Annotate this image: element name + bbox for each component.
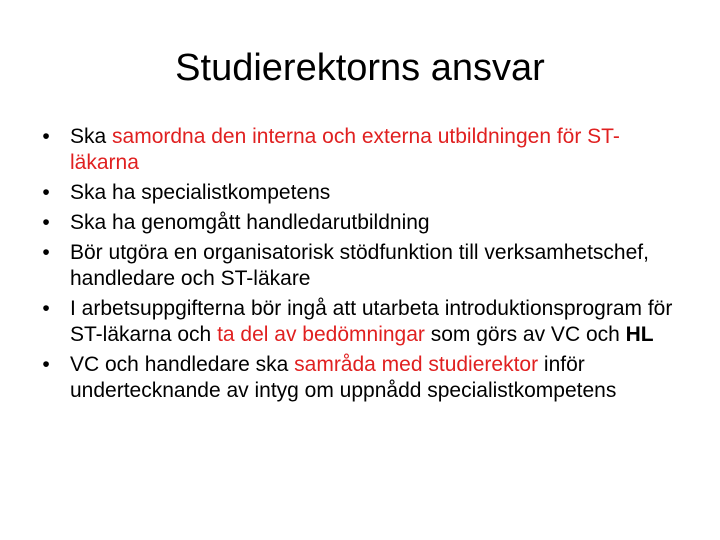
bullet-item xyxy=(36,180,686,206)
bullet-segment-highlight: samråda med studierektor xyxy=(294,353,539,376)
slide-title: Studierektorns ansvar xyxy=(175,47,545,89)
bullet-segment: inför undertecknande av intyg om uppnådd specialistkompetens xyxy=(70,353,617,402)
bullet-segment: som görs av VC och xyxy=(424,323,626,346)
bullet-segment: Ska xyxy=(70,125,113,148)
bullet-text xyxy=(70,353,616,402)
bullet-item xyxy=(36,124,686,176)
bullet-item xyxy=(36,210,686,236)
bullet-segment-highlight: samordna den interna och externa utbildningen för ST-läkarna xyxy=(70,125,620,174)
bullet-text xyxy=(70,211,430,234)
bullet-text xyxy=(70,297,672,346)
bullet-segment: Ska ha specialistkompetens xyxy=(70,181,331,204)
bullet-text xyxy=(70,181,330,204)
bullet-item xyxy=(36,296,686,348)
bullet-dot-icon: • xyxy=(42,125,50,148)
bullet-item xyxy=(36,240,686,292)
bullet-segment-bold: HL xyxy=(625,323,654,346)
bullet-item xyxy=(36,352,686,404)
bullet-text xyxy=(70,125,620,174)
bullet-segment: VC och handledare ska xyxy=(70,353,295,376)
bullet-dot-icon: • xyxy=(42,211,50,234)
bullet-list xyxy=(36,124,686,408)
bullet-dot-icon: • xyxy=(42,353,50,376)
bullet-segment: Ska ha genomgått handledarutbildning xyxy=(70,211,430,234)
bullet-dot-icon: • xyxy=(42,181,50,204)
bullet-dot-icon: • xyxy=(42,297,50,320)
bullet-segment-highlight: ta del av bedömningar xyxy=(217,323,425,346)
bullet-text xyxy=(70,241,649,290)
bullet-segment: Bör utgöra en organisatorisk stödfunktion till verksamhetschef, handledare och ST-läkare xyxy=(70,241,649,290)
bullet-dot-icon: • xyxy=(42,241,50,264)
bullet-segment: I arbetsuppgifterna bör ingå att utarbeta introduktionsprogram för ST-läkarna och xyxy=(70,297,673,346)
